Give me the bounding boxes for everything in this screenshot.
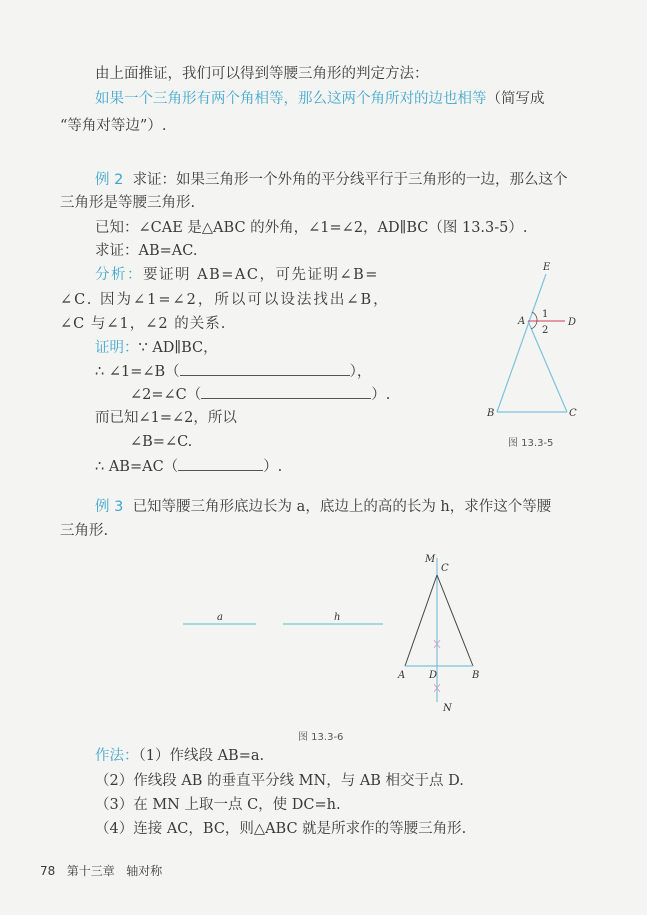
page-number: 78: [40, 864, 56, 878]
proof-text: ∵ AD∥BC，: [138, 340, 218, 356]
theorem-short: “等角对等边”）.: [60, 118, 167, 134]
label-2: 2: [542, 325, 549, 336]
construction-step-4: （4）连接 AC，BC，则△ABC 就是所求作的等腰三角形.: [95, 821, 467, 837]
analysis-label: 分析：: [95, 267, 143, 283]
proof-step-end: ），: [349, 364, 372, 380]
page-footer: [40, 862, 162, 879]
construction-step-3: （3）在 MN 上取一点 C，使 DC=h.: [95, 797, 341, 813]
construction-line1: [95, 746, 264, 766]
theorem-text: 如果一个三角形有两个角相等，那么这两个角所对的边也相等: [95, 91, 487, 107]
label-N: N: [443, 703, 452, 714]
prove: 求证：AB=AC.: [95, 243, 198, 259]
analysis-line2: ∠C. 因为∠1=∠2，所以可以设法找出∠B，: [60, 292, 390, 308]
label-B: B: [487, 408, 495, 419]
analysis-text: 要证明 AB=AC，可先证明∠B=: [143, 267, 379, 283]
label-C: C: [441, 563, 449, 574]
label-D: D: [429, 670, 438, 681]
label-B: B: [472, 670, 480, 681]
example2-text: 求证：如果三角形一个外角的平分线平行于三角形的一边，那么这个: [132, 172, 568, 188]
proof-step: ∴ ∠1=∠B（: [95, 364, 180, 380]
label-M: M: [425, 554, 436, 565]
chapter-title: 轴对称: [126, 864, 163, 878]
figure1-caption: 图 13.3-5: [508, 438, 554, 449]
analysis-line3: ∠C 与∠1，∠2 的关系.: [60, 316, 227, 332]
label-A: A: [398, 670, 406, 681]
example3-text: 已知等腰三角形底边长为 a，底边上的高的长为 h，求作这个等腰: [132, 499, 552, 515]
line-CB: [437, 575, 473, 666]
construction-step: （1）作线段 AB=a.: [138, 748, 265, 764]
label-1: 1: [542, 309, 549, 320]
proof-step: ∠2=∠C（: [130, 387, 202, 403]
proof-line5: ∠B=∠C.: [130, 434, 193, 450]
proof-label: 证明：: [95, 340, 139, 356]
label-D: D: [568, 317, 577, 328]
intro-text: 由上面推证，我们可以得到等腰三角形的判定方法：: [95, 66, 429, 82]
construction-step-2: （2）作线段 AB 的垂直平分线 MN，与 AB 相交于点 D.: [95, 773, 464, 789]
proof-step: ∴ AB=AC（: [95, 459, 179, 475]
label-A: A: [518, 316, 526, 327]
given: 已知：∠CAE 是△ABC 的外角，∠1=∠2，AD∥BC（图 13.3-5）.: [95, 220, 528, 236]
label-h: h: [334, 612, 341, 623]
label-a: a: [217, 612, 223, 623]
proof-step-end: ）.: [263, 459, 283, 475]
example3-line1: [95, 497, 551, 517]
example2-line2: 三角形是等腰三角形.: [60, 195, 196, 211]
line-CA: [405, 575, 437, 666]
label-C: C: [569, 408, 577, 419]
example2-label: 例 2: [95, 172, 124, 188]
example3-line2: 三角形.: [60, 523, 109, 539]
figure-13-3-6: [183, 554, 479, 714]
label-E: E: [543, 262, 551, 273]
theorem-tail: （简写成: [486, 91, 545, 107]
figure-13-3-5: [486, 262, 577, 419]
proof-step-end: ）.: [371, 387, 391, 403]
figure2-caption: 图 13.3-6: [298, 732, 344, 743]
example3-label: 例 3: [95, 499, 124, 515]
construction-label: 作法：: [95, 748, 139, 764]
proof-line4: 而已知∠1=∠2，所以: [95, 410, 237, 426]
chapter-number: 第十三章: [66, 864, 115, 878]
line-EB: [497, 274, 549, 412]
